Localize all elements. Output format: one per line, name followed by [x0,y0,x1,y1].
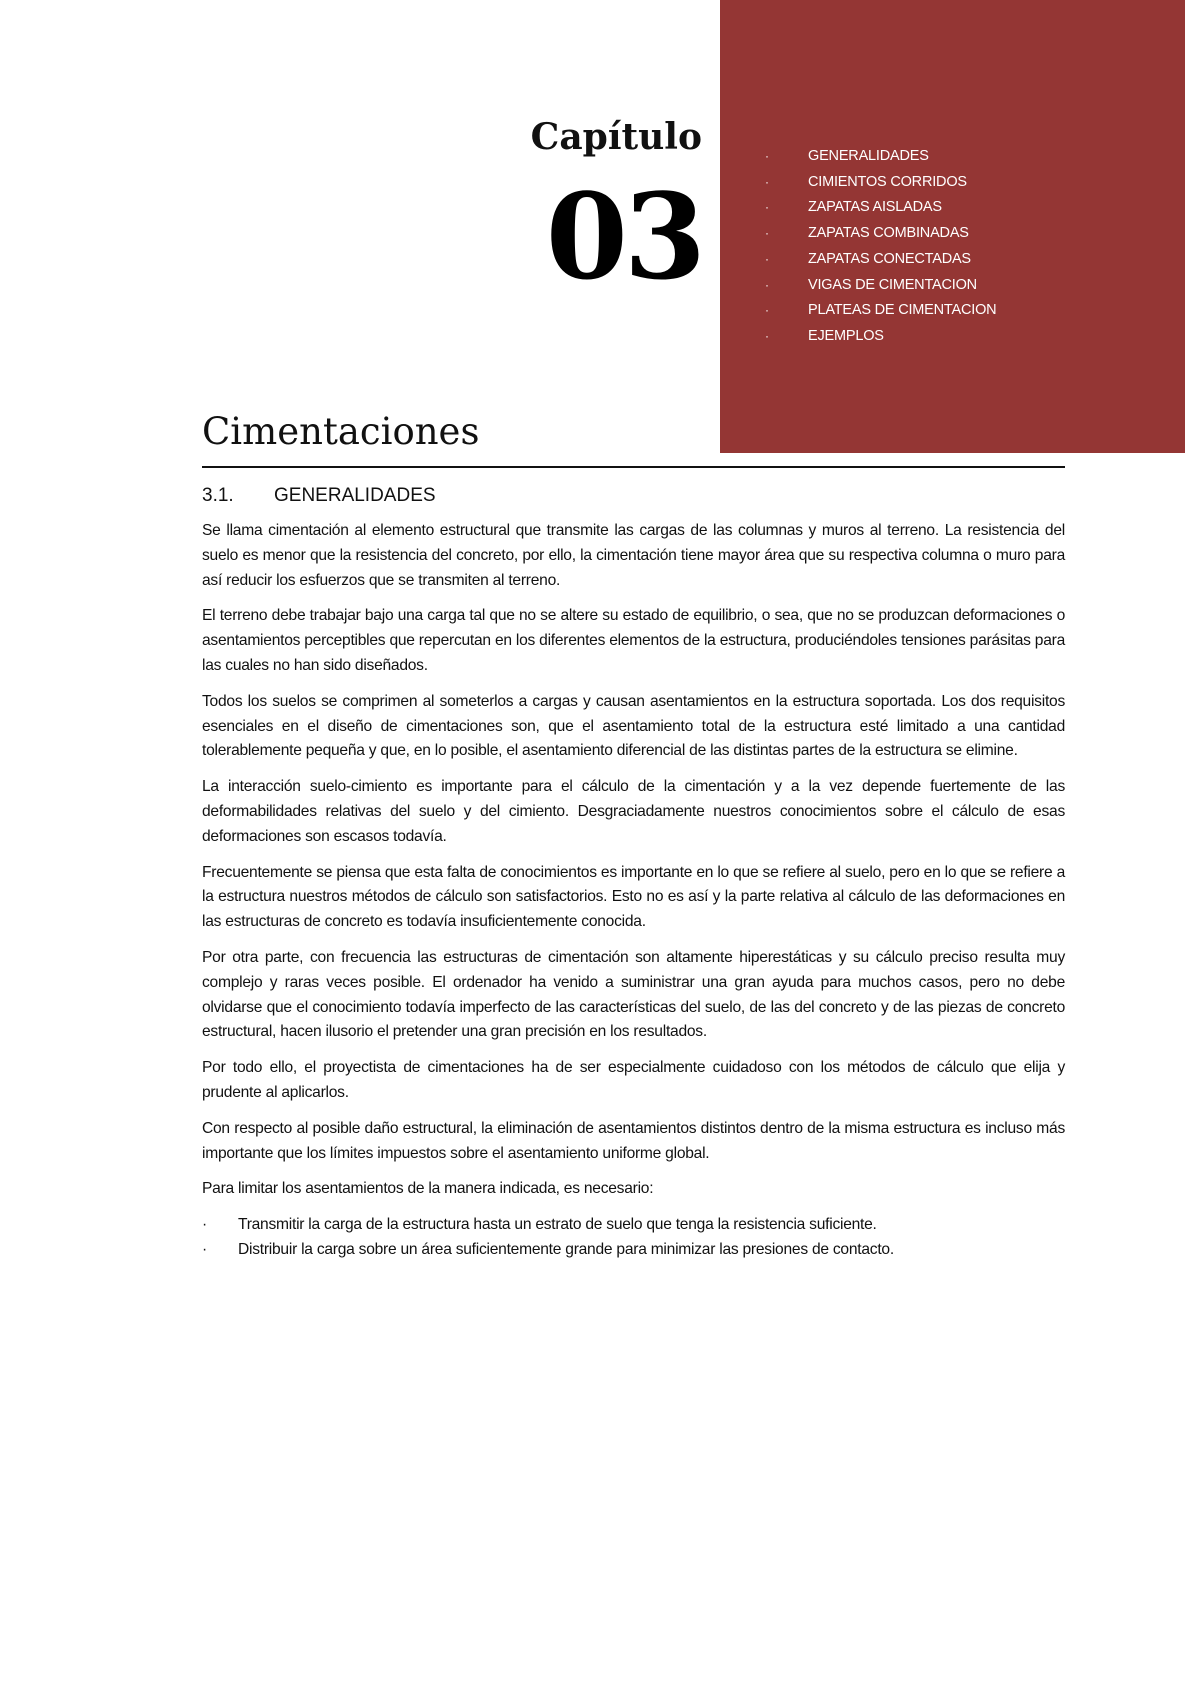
bullet-dot-icon: · [765,226,769,241]
list-item: · Distribuir la carga sobre un área suficientemente grande para minimizar las presiones de contacto. [202,1238,1065,1263]
section-heading [202,485,1065,507]
paragraph: Con respecto al posible daño estructural, la eliminación de asentamientos distintos dentro de la misma estructura es incluso más importante que los límites impuestos sobre el asentamiento uniforme global. [202,1119,1065,1162]
paragraph: La interacción suelo-cimiento es importante para el cálculo de la cimentación y a la vez depende fuertemente de las deformabilidades relativas del suelo y del cimiento. Desgraciadamente nuestros conocimientos sobre el cálculo de esas deformaciones son escasos todavía. [202,778,1065,845]
chapter-banner [720,0,1185,453]
bullet-dot-icon: · [765,251,769,266]
title-divider [202,466,1065,468]
bullet-dot-icon: · [765,303,769,318]
section-title: GENERALIDADES [274,485,436,506]
chapter-contents-list [765,144,996,350]
paragraph: Para limitar los asentamientos de la manera indicada, es necesario: [202,1180,654,1198]
paragraph: Por todo ello, el proyectista de cimentaciones ha de ser especialmente cuidadoso con los métodos de cálculo que elija y prudente al aplicarlos. [202,1059,1065,1101]
chapter-number: 03 [545,167,702,306]
toc-item: · ZAPATAS CONECTADAS [765,247,996,273]
toc-item: · ZAPATAS AISLADAS [765,195,996,221]
toc-item: · VIGAS DE CIMENTACION [765,273,996,299]
paragraph: Frecuentemente se piensa que esta falta de conocimientos es importante en lo que se refiere al suelo, pero en lo que se refiere a la estructura nuestros métodos de cálculo son satisfactorios. Esto no es así y la parte relativa al cálculo de las deformaciones en las estructuras de concreto es todavía insuficientemente conocida. [202,863,1065,931]
bullet-dot-icon: · [765,328,769,343]
paragraph: Se llama cimentación al elemento estructural que transmite las cargas de las columnas y muros al terreno. La resistencia del suelo es menor que la resistencia del concreto, por ello, la cimentación tiene mayor área que su respectiva columna o muro para así reducir los esfuerzos que se transmiten al terreno. [202,522,1065,589]
bullet-dot-icon: · [765,149,769,163]
toc-item: · ZAPATAS COMBINADAS [765,221,996,247]
paragraph: Por otra parte, con frecuencia las estructuras de cimentación son altamente hiperestáticas y su cálculo preciso resulta muy complejo y raras veces posible. El ordenador ha venido a suministrar una gran ayuda para muchos casos, pero no debe olvidarse que el conocimiento todavía imperfecto de las características del suelo, de las del concreto y de las piezas de concreto estructural, hacen ilusorio el pretender una gran precisión en los resultados. [202,948,1065,1041]
paragraph: El terreno debe trabajar bajo una carga tal que no se altere su estado de equilibrio, o sea, que no se produzcan deformaciones o asentamientos perceptibles que repercutan en los diferentes elementos de la estructura, produciéndoles tensiones parásitas para las cuales no han sido diseñados. [202,607,1065,674]
bullet-dot-icon: · [765,174,769,189]
bullet-dot-icon: · [765,200,769,215]
toc-item: · EJEMPLOS [765,324,996,350]
toc-item: · CIMIENTOS CORRIDOS [765,170,996,196]
page-title: Cimentaciones [202,410,480,453]
toc-item: · PLATEAS DE CIMENTACION [765,298,996,324]
main-content [202,485,1065,1263]
toc-item: · GENERALIDADES [765,144,996,170]
section-number: 3.1. [202,485,234,506]
bullet-dot-icon: · [202,1216,207,1234]
chapter-label: Capítulo [530,116,702,158]
list-item: · Transmitir la carga de la estructura hasta un estrato de suelo que tenga la resistencia suficiente. [202,1213,1065,1238]
paragraph: Todos los suelos se comprimen al someterlos a cargas y causan asentamientos en la estructura soportada. Los dos requisitos esenciales en el diseño de cimentaciones son, que el asentamiento total de la estructura esté limitado a una cantidad tolerablemente pequeña y que, en lo posible, el asentamiento diferencial de las distintas partes de la estructura se elimine. [202,692,1065,760]
requirements-list [202,1213,1065,1263]
bullet-dot-icon: · [765,277,769,292]
bullet-dot-icon: · [202,1240,207,1258]
